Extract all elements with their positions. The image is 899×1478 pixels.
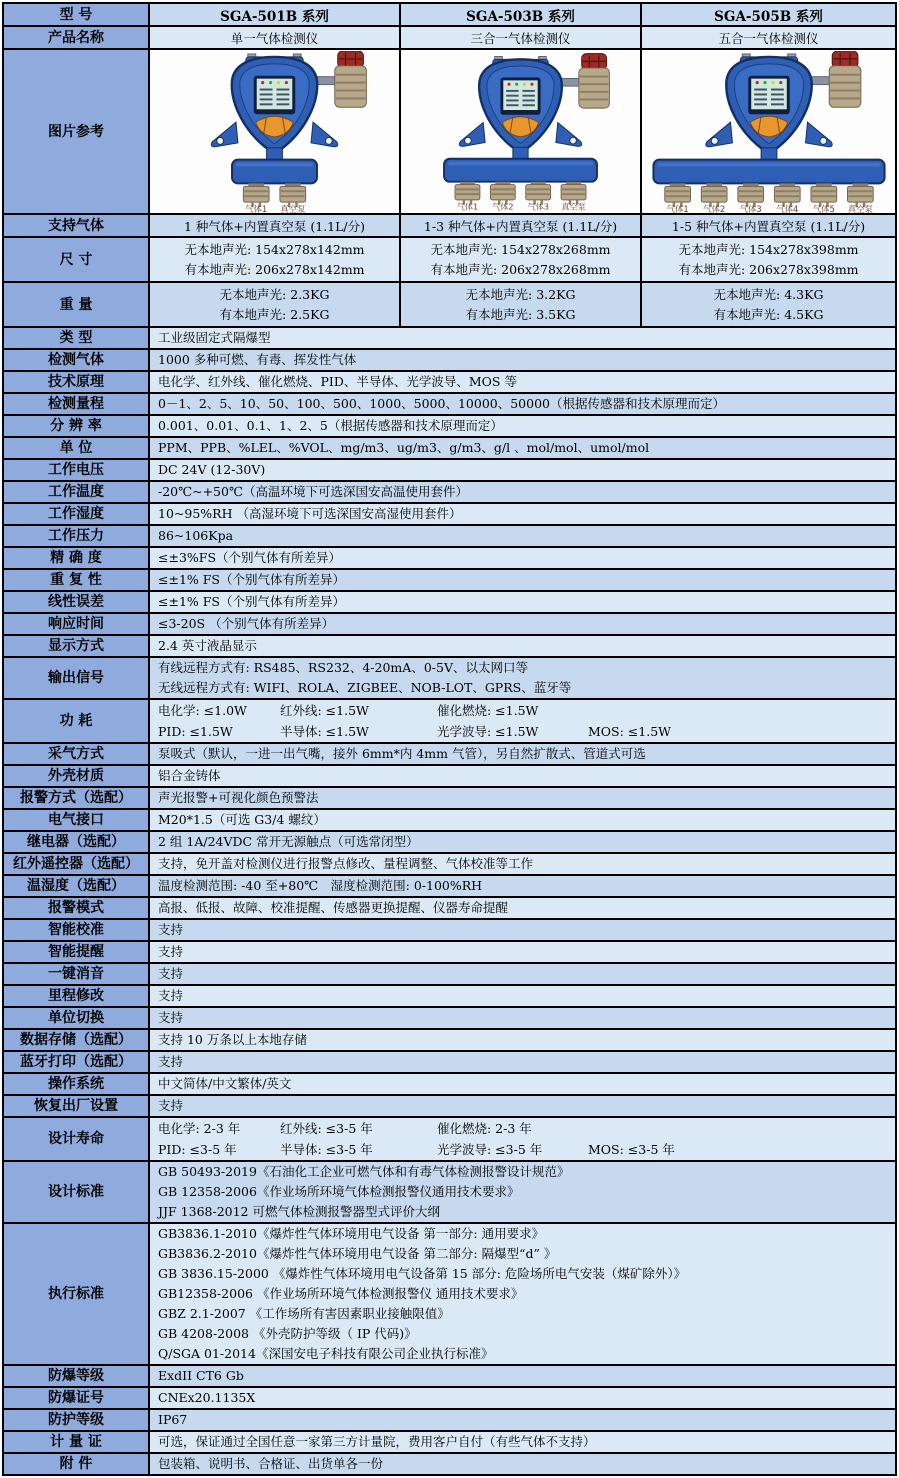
weight-row bbox=[4, 283, 895, 328]
spec-value-item: PID: ≤1.5W bbox=[158, 724, 233, 739]
spec-row bbox=[4, 920, 895, 942]
spec-row bbox=[4, 1096, 895, 1118]
spec-row-value bbox=[150, 788, 895, 808]
sensor-cylinder bbox=[280, 183, 306, 213]
spec-value-line: 86~106Kpa bbox=[158, 528, 234, 543]
spec-row-label: 恢复出厂设置 bbox=[4, 1096, 150, 1116]
spec-row bbox=[4, 1074, 895, 1096]
spec-value-item: 红外线: ≤3-5 年 bbox=[280, 1121, 373, 1136]
size-line: 无本地声光: 154x278x142mm bbox=[184, 241, 365, 257]
model-name-1: SGA-501B 系列 bbox=[150, 4, 401, 25]
spec-value-line: GBZ 2.1-2007 《工作场所有害因素职业接触限值》 bbox=[158, 1306, 450, 1321]
spec-value-line: GB 12358-2006《作业场所环境气体检测报警仪通用技术要求》 bbox=[158, 1184, 520, 1199]
spec-value-line: 可选，保证通过全国任意一家第三方计量院，费用客户自付（有些气体不支持） bbox=[158, 1434, 596, 1449]
spec-row-value bbox=[150, 394, 895, 414]
weight-value-3 bbox=[642, 283, 895, 326]
spec-row-value bbox=[150, 876, 895, 896]
spec-row-value bbox=[150, 810, 895, 830]
spec-row-value bbox=[150, 658, 895, 698]
spec-row-value bbox=[150, 372, 895, 392]
spec-row-value bbox=[150, 614, 895, 634]
spec-value-line bbox=[158, 1118, 887, 1139]
spec-value-line: ExdII CT6 Gb bbox=[158, 1368, 244, 1383]
spec-row bbox=[4, 1162, 895, 1224]
spec-value-line: 电化学、红外线、催化燃烧、PID、半导体、光学波导、MOS 等 bbox=[158, 374, 517, 389]
spec-row-value bbox=[150, 898, 895, 918]
spec-value-line: 高报、低报、故障、校准提醒、传感器更换提醒、仪器寿命提醒 bbox=[158, 900, 509, 915]
spec-row bbox=[4, 700, 895, 744]
supported-gas-row bbox=[4, 215, 895, 238]
spec-row-label: 设计标准 bbox=[4, 1162, 150, 1222]
spec-value-line: 包装箱、说明书、合格证、出货单各一份 bbox=[158, 1456, 384, 1471]
sensor-label: 真空泵 bbox=[561, 200, 586, 211]
spec-row-label: 采气方式 bbox=[4, 744, 150, 764]
sensor-label: 真空泵 bbox=[847, 203, 873, 213]
spec-value-line bbox=[158, 1139, 887, 1160]
spec-value-line: 支持 bbox=[158, 944, 184, 959]
spec-row bbox=[4, 1454, 895, 1474]
spec-row-label: 分 辨 率 bbox=[4, 416, 150, 436]
spec-value-line: 10~95%RH （高湿环境下可选深国安高湿使用套件） bbox=[158, 506, 462, 521]
spec-row-value bbox=[150, 854, 895, 874]
spec-value-line: 有线远程方式有: RS485、RS232、4-20mA、0-5V、以太网口等 bbox=[158, 660, 528, 675]
gas-detector-image-3 bbox=[642, 50, 895, 213]
spec-row-value bbox=[150, 964, 895, 984]
spec-value-line: DC 24V (12-30V) bbox=[158, 462, 266, 477]
spec-row-label: 检测气体 bbox=[4, 350, 150, 370]
spec-row-label: 线性误差 bbox=[4, 592, 150, 612]
spec-row-label: 类 型 bbox=[4, 328, 150, 348]
spec-value-line: 支持 bbox=[158, 1010, 184, 1025]
spec-row-label: 工作压力 bbox=[4, 526, 150, 546]
spec-row-value bbox=[150, 1366, 895, 1386]
spec-row-value bbox=[150, 482, 895, 502]
gas-detector-image-2 bbox=[401, 50, 642, 213]
product-name-2: 三合一气体检测仪 bbox=[401, 27, 642, 48]
weight-row-label: 重 量 bbox=[4, 283, 150, 326]
spec-value-item: MOS: ≤1.5W bbox=[588, 724, 671, 739]
spec-row-label: 红外遥控器（选配） bbox=[4, 854, 150, 874]
spec-row-label: 操作系统 bbox=[4, 1074, 150, 1094]
spec-row-value bbox=[150, 1454, 895, 1474]
product-row-label: 产品名称 bbox=[4, 27, 150, 48]
spec-row bbox=[4, 636, 895, 658]
size-value-3 bbox=[642, 238, 895, 281]
spec-row-label: 报警方式（选配） bbox=[4, 788, 150, 808]
spec-row-value bbox=[150, 744, 895, 764]
spec-row bbox=[4, 1118, 895, 1162]
weight-line: 无本地声光: 2.3KG bbox=[219, 286, 330, 302]
spec-row bbox=[4, 942, 895, 964]
spec-row bbox=[4, 482, 895, 504]
model-name-3: SGA-505B 系列 bbox=[642, 4, 895, 25]
spec-row bbox=[4, 614, 895, 636]
spec-value-line: 声光报警+可视化颜色预警法 bbox=[158, 790, 319, 805]
spec-value-item: 催化燃烧: 2-3 年 bbox=[437, 1121, 532, 1136]
weight-line: 有本地声光: 3.5KG bbox=[465, 306, 576, 322]
spec-row-label: 智能提醒 bbox=[4, 942, 150, 962]
spec-row-label: 防爆等级 bbox=[4, 1366, 150, 1386]
spec-row-value bbox=[150, 1008, 895, 1028]
spec-row-label: 继电器（选配） bbox=[4, 832, 150, 852]
spec-row bbox=[4, 658, 895, 700]
spec-value-line: GB12358-2006 《作业场所环境气体检测报警仪 通用技术要求》 bbox=[158, 1286, 524, 1301]
gas-row-label: 支持气体 bbox=[4, 215, 150, 236]
spec-row-value bbox=[150, 328, 895, 348]
spec-row bbox=[4, 372, 895, 394]
alarm-sounder-icon bbox=[808, 51, 860, 107]
spec-value-line: 0.001、0.01、0.1、1、2、5（根据传感器和技术原理而定） bbox=[158, 418, 503, 433]
spec-value-line: 2.4 英寸液晶显示 bbox=[158, 638, 257, 653]
gas-detector-image-1 bbox=[150, 50, 401, 213]
sensor-cylinder bbox=[526, 181, 551, 211]
spec-value-line: 工业级固定式隔爆型 bbox=[158, 330, 271, 345]
spec-row-label: 外壳材质 bbox=[4, 766, 150, 786]
spec-row-label: 防护等级 bbox=[4, 1410, 150, 1430]
sensor-cylinder bbox=[490, 181, 515, 211]
spec-value-line: GB 3836.15-2000 《爆炸性气体环境用电气设备第 15 部分: 危险场所电气安装（煤矿除外）》 bbox=[158, 1266, 687, 1281]
spec-value-line: ≤±3%FS（个别气体有所差异） bbox=[158, 550, 342, 565]
spec-value-line: PPM、PPB、%LEL、%VOL、mg/m3、ug/m3、g/m3、g/l 、mol/mol、umol/mol bbox=[158, 440, 650, 455]
sensor-label: 真空泵 bbox=[280, 203, 306, 213]
spec-row bbox=[4, 592, 895, 614]
spec-value-line: 无线远程方式有: WIFI、ROLA、ZIGBEE、NOB-LOT、GPRS、蓝牙等 bbox=[158, 680, 572, 695]
model-row-label: 型 号 bbox=[4, 4, 150, 25]
size-value-2 bbox=[401, 238, 642, 281]
weight-line: 无本地声光: 4.3KG bbox=[713, 286, 824, 302]
sensor-cylinder bbox=[847, 183, 873, 213]
spec-value-item: 光学波导: ≤1.5W bbox=[437, 724, 539, 739]
spec-row-value bbox=[150, 526, 895, 546]
spec-value-item: 半导体: ≤3-5 年 bbox=[280, 1142, 373, 1157]
alarm-sounder-icon bbox=[314, 51, 366, 107]
spec-row-label: 一键消音 bbox=[4, 964, 150, 984]
spec-row-label: 功 耗 bbox=[4, 700, 150, 742]
spec-row-label: 单位切换 bbox=[4, 1008, 150, 1028]
spec-row bbox=[4, 438, 895, 460]
model-row bbox=[4, 4, 895, 27]
spec-row-value bbox=[150, 1074, 895, 1094]
size-line: 有本地声光: 206x278x268mm bbox=[430, 261, 611, 277]
sensor-label: 气体5 bbox=[812, 203, 835, 213]
gas-value-2: 1-3 种气体+内置真空泵 (1.1L/分) bbox=[401, 215, 642, 236]
sensor-cylinder bbox=[455, 181, 480, 211]
alarm-sounder-icon bbox=[559, 53, 610, 107]
spec-value-line: 支持 bbox=[158, 988, 184, 1003]
spec-row bbox=[4, 526, 895, 548]
spec-row bbox=[4, 548, 895, 570]
spec-row-value bbox=[150, 460, 895, 480]
spec-value-line: CNEx20.1135X bbox=[158, 1390, 256, 1405]
spec-row-value bbox=[150, 1118, 895, 1160]
spec-row-value bbox=[150, 350, 895, 370]
spec-row-label: 温湿度（选配） bbox=[4, 876, 150, 896]
spec-row-value bbox=[150, 766, 895, 786]
spec-row-value bbox=[150, 592, 895, 612]
sensor-label: 气体2 bbox=[492, 200, 514, 211]
spec-row bbox=[4, 832, 895, 854]
spec-row-label: 附 件 bbox=[4, 1454, 150, 1474]
spec-row-label: 显示方式 bbox=[4, 636, 150, 656]
spec-row-value bbox=[150, 1096, 895, 1116]
image-row-label: 图片参考 bbox=[4, 50, 150, 213]
spec-value-line: ≤±1% FS（个别气体有所差异） bbox=[158, 572, 345, 587]
size-row bbox=[4, 238, 895, 283]
spec-value-line: Q/SGA 01-2014《深国安电子科技有限公司企业执行标准》 bbox=[158, 1346, 494, 1361]
sensor-cylinder bbox=[664, 183, 690, 213]
spec-row bbox=[4, 570, 895, 592]
spec-row-label: 防爆证号 bbox=[4, 1388, 150, 1408]
spec-row-label: 重 复 性 bbox=[4, 570, 150, 590]
sensor-label: 气体4 bbox=[775, 203, 798, 213]
spec-value-line: 中文简体/中文繁体/英文 bbox=[158, 1076, 292, 1091]
product-name-3: 五合一气体检测仪 bbox=[642, 27, 895, 48]
spec-row bbox=[4, 810, 895, 832]
spec-row bbox=[4, 898, 895, 920]
spec-value-line: 支持 bbox=[158, 922, 184, 937]
spec-row-value bbox=[150, 832, 895, 852]
spec-row-label: 工作湿度 bbox=[4, 504, 150, 524]
spec-row-label: 工作电压 bbox=[4, 460, 150, 480]
spec-row-label: 电气接口 bbox=[4, 810, 150, 830]
spec-rows-container bbox=[4, 328, 895, 1474]
sensor-cylinder bbox=[243, 183, 269, 213]
sensor-cylinder bbox=[737, 183, 763, 213]
spec-row bbox=[4, 766, 895, 788]
spec-value-item: PID: ≤3-5 年 bbox=[158, 1142, 237, 1157]
spec-value-line: 支持 bbox=[158, 1098, 184, 1113]
spec-value-line: GB 4208-2008 《外壳防护等级（ IP 代码)》 bbox=[158, 1326, 417, 1341]
sensor-cylinder bbox=[701, 183, 727, 213]
spec-row-value bbox=[150, 986, 895, 1006]
spec-row bbox=[4, 1410, 895, 1432]
size-line: 有本地声光: 206x278x398mm bbox=[678, 261, 859, 277]
spec-row bbox=[4, 504, 895, 526]
spec-row-label: 蓝牙打印（选配） bbox=[4, 1052, 150, 1072]
weight-line: 有本地声光: 4.5KG bbox=[713, 306, 824, 322]
spec-value-line: 支持，免开盖对检测仪进行报警点修改、量程调整、气体校准等工作 bbox=[158, 856, 534, 871]
spec-row-label: 响应时间 bbox=[4, 614, 150, 634]
product-spec-table bbox=[2, 2, 897, 1476]
spec-row bbox=[4, 416, 895, 438]
spec-row bbox=[4, 328, 895, 350]
spec-value-line: GB3836.1-2010《爆炸性气体环境用电气设备 第一部分: 通用要求》 bbox=[158, 1226, 545, 1241]
spec-row-value bbox=[150, 1224, 895, 1364]
sensor-label: 气体3 bbox=[527, 200, 549, 211]
gas-value-1: 1 种气体+内置真空泵 (1.1L/分) bbox=[150, 215, 401, 236]
spec-row bbox=[4, 964, 895, 986]
spec-row bbox=[4, 460, 895, 482]
spec-row-label: 执行标准 bbox=[4, 1224, 150, 1364]
size-line: 无本地声光: 154x278x268mm bbox=[430, 241, 611, 257]
spec-value-line bbox=[158, 700, 887, 721]
spec-row-label: 检测量程 bbox=[4, 394, 150, 414]
sensor-label: 气体2 bbox=[702, 203, 725, 213]
spec-row-label: 输出信号 bbox=[4, 658, 150, 698]
spec-value-item: 电化学: 2-3 年 bbox=[158, 1121, 241, 1136]
spec-value-line: M20*1.5（可选 G3/4 螺纹） bbox=[158, 812, 326, 827]
sensor-manifold bbox=[444, 147, 597, 181]
spec-row bbox=[4, 350, 895, 372]
spec-row-value bbox=[150, 920, 895, 940]
sensor-manifold bbox=[232, 147, 317, 183]
detector-body bbox=[726, 53, 811, 153]
image-row bbox=[4, 50, 895, 215]
spec-row-value bbox=[150, 1030, 895, 1050]
spec-value-line: 铝合金铸体 bbox=[158, 768, 221, 783]
spec-value-line: ≤±1% FS（个别气体有所差异） bbox=[158, 594, 345, 609]
spec-row-value bbox=[150, 438, 895, 458]
spec-row-value bbox=[150, 942, 895, 962]
sensor-cylinder bbox=[561, 181, 586, 211]
detector-body bbox=[232, 53, 317, 153]
spec-value-item: 电化学: ≤1.0W bbox=[158, 703, 247, 718]
sensor-cylinder bbox=[810, 183, 836, 213]
detector-body bbox=[479, 56, 562, 153]
spec-row-label: 工作温度 bbox=[4, 482, 150, 502]
spec-value-line: JJF 1368-2012 可燃气体检测报警器型式评价大纲 bbox=[158, 1204, 440, 1219]
sensor-label: 气体3 bbox=[739, 203, 762, 213]
spec-value-item: 催化燃烧: ≤1.5W bbox=[437, 703, 539, 718]
spec-value-line bbox=[158, 721, 887, 742]
sensor-manifold bbox=[653, 147, 884, 183]
spec-row-label: 智能校准 bbox=[4, 920, 150, 940]
spec-row-label: 精 确 度 bbox=[4, 548, 150, 568]
spec-row bbox=[4, 1008, 895, 1030]
spec-row-label: 计 量 证 bbox=[4, 1432, 150, 1452]
spec-row bbox=[4, 1388, 895, 1410]
spec-row-value bbox=[150, 570, 895, 590]
product-name-row bbox=[4, 27, 895, 50]
spec-row bbox=[4, 788, 895, 810]
spec-row-value bbox=[150, 700, 895, 742]
spec-row bbox=[4, 876, 895, 898]
spec-row-value bbox=[150, 504, 895, 524]
spec-row bbox=[4, 1432, 895, 1454]
spec-row bbox=[4, 1030, 895, 1052]
sensor-label: 气体1 bbox=[245, 203, 268, 213]
spec-row-value bbox=[150, 416, 895, 436]
spec-row bbox=[4, 986, 895, 1008]
spec-value-item: 光学波导: ≤3-5 年 bbox=[437, 1142, 543, 1157]
sensor-label: 气体1 bbox=[666, 203, 689, 213]
size-line: 无本地声光: 154x278x398mm bbox=[678, 241, 859, 257]
spec-row bbox=[4, 1052, 895, 1074]
spec-value-line: 支持 bbox=[158, 1054, 184, 1069]
spec-row-value bbox=[150, 1410, 895, 1430]
weight-line: 无本地声光: 3.2KG bbox=[465, 286, 576, 302]
gas-value-3: 1-5 种气体+内置真空泵 (1.1L/分) bbox=[642, 215, 895, 236]
spec-value-line: 泵吸式（默认，一进一出气嘴，接外 6mm*内 4mm 气管），另自然扩散式、管道式可选 bbox=[158, 746, 646, 761]
spec-row bbox=[4, 1224, 895, 1366]
spec-row-value bbox=[150, 1388, 895, 1408]
spec-value-line: 1000 多种可燃、有毒、挥发性气体 bbox=[158, 352, 357, 367]
spec-value-line: 支持 10 万条以上本地存储 bbox=[158, 1032, 307, 1047]
spec-row-label: 单 位 bbox=[4, 438, 150, 458]
spec-value-line: 支持 bbox=[158, 966, 184, 981]
spec-row bbox=[4, 394, 895, 416]
spec-value-line: ≤3-20S （个别气体有所差异） bbox=[158, 616, 335, 631]
spec-row-value bbox=[150, 1432, 895, 1452]
spec-value-line: 2 组 1A/24VDC 常开无源触点（可选常闭型） bbox=[158, 834, 419, 849]
spec-row-value bbox=[150, 548, 895, 568]
weight-line: 有本地声光: 2.5KG bbox=[219, 306, 330, 322]
spec-value-line: GB3836.2-2010《爆炸性气体环境用电气设备 第二部分: 隔爆型“d” 》 bbox=[158, 1246, 557, 1261]
spec-value-item: 半导体: ≤1.5W bbox=[280, 724, 369, 739]
model-name-2: SGA-503B 系列 bbox=[401, 4, 642, 25]
size-row-label: 尺 寸 bbox=[4, 238, 150, 281]
spec-value-line: -20℃~+50℃（高温环境下可选深国安高温使用套件） bbox=[158, 484, 468, 499]
spec-value-line: 0－1、2、5、10、50、100、500、1000、5000、10000、50000（根据传感器和技术原理而定） bbox=[158, 396, 725, 411]
weight-value-1 bbox=[150, 283, 401, 326]
weight-value-2 bbox=[401, 283, 642, 326]
spec-row-value bbox=[150, 1052, 895, 1072]
spec-row-label: 报警模式 bbox=[4, 898, 150, 918]
spec-value-line: 温度检测范围: -40 至+80℃ 湿度检测范围: 0-100%RH bbox=[158, 878, 483, 893]
spec-row bbox=[4, 854, 895, 876]
sensor-cylinder bbox=[774, 183, 800, 213]
product-name-1: 单一气体检测仪 bbox=[150, 27, 401, 48]
spec-row-value bbox=[150, 636, 895, 656]
spec-row-value bbox=[150, 1162, 895, 1222]
spec-row-label: 里程修改 bbox=[4, 986, 150, 1006]
spec-value-item: 红外线: ≤1.5W bbox=[280, 703, 369, 718]
spec-row-label: 设计寿命 bbox=[4, 1118, 150, 1160]
spec-row-label: 技术原理 bbox=[4, 372, 150, 392]
spec-row bbox=[4, 744, 895, 766]
spec-row-label: 数据存储（选配） bbox=[4, 1030, 150, 1050]
spec-value-line: IP67 bbox=[158, 1412, 188, 1427]
spec-row bbox=[4, 1366, 895, 1388]
spec-value-line: GB 50493-2019《石油化工企业可燃气体和有毒气体检测报警设计规范》 bbox=[158, 1164, 570, 1179]
spec-value-item: MOS: ≤3-5 年 bbox=[588, 1142, 675, 1157]
sensor-label: 气体1 bbox=[456, 200, 479, 211]
size-line: 有本地声光: 206x278x142mm bbox=[184, 261, 365, 277]
size-value-1 bbox=[150, 238, 401, 281]
